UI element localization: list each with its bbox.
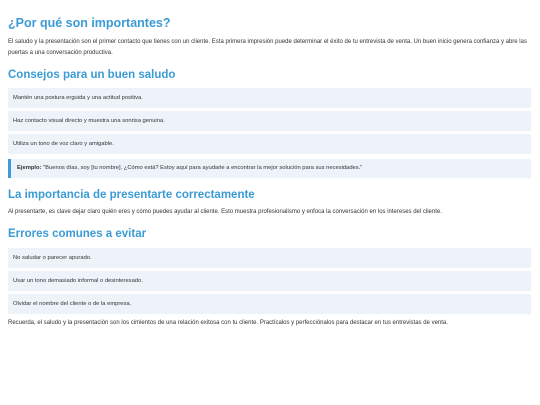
tip-item: Utiliza un tono de voz claro y amigable. — [8, 134, 531, 154]
example-callout — [8, 159, 531, 178]
tip-item: Haz contacto visual directo y muestra una sonrisa genuina. — [8, 111, 531, 131]
closing-paragraph: Recuerda, el saludo y la presentación son los cimientos de una relación exitosa con tu cliente. Practícalos y perfecciónalos para destacar en tus entrevistas de venta. — [8, 319, 448, 326]
error-item: Usar un tono demasiado informal o desinteresado. — [8, 271, 531, 291]
error-item: Olvidar el nombre del cliente o de la empresa. — [8, 294, 531, 314]
presentation-paragraph: Al presentarte, es clave dejar claro quién eres y cómo puedes ayudar al cliente. Esto muestra profesionalismo y enfoca la conversación en los intereses del cliente. — [8, 209, 442, 216]
tips-list — [8, 88, 531, 154]
why-paragraph: El saludo y la presentación son el primer contacto que tienes con un cliente. Esta primera impresión puede determinar el éxito de tu entrevista de venta. Un buen inicio genera confianza y abre las puertas a una conversación productiva. — [8, 38, 527, 56]
why-heading: ¿Por qué son importantes? — [8, 16, 171, 30]
errors-heading: Errores comunes a evitar — [8, 228, 147, 241]
tips-heading: Consejos para un buen saludo — [8, 68, 176, 81]
errors-list — [8, 248, 531, 314]
tip-item: Mantén una postura erguida y una actitud positiva. — [8, 88, 531, 108]
presentation-heading: La importancia de presentarte correctamente — [8, 189, 255, 202]
example-label: Ejemplo: — [17, 165, 42, 172]
error-item: No saludar o parecer apurado. — [8, 248, 531, 268]
example-text: "Buenos días, soy [tu nombre]. ¿Cómo está? Estoy aquí para ayudarle a encontrar la mejor solución para sus necesidades." — [41, 165, 363, 172]
